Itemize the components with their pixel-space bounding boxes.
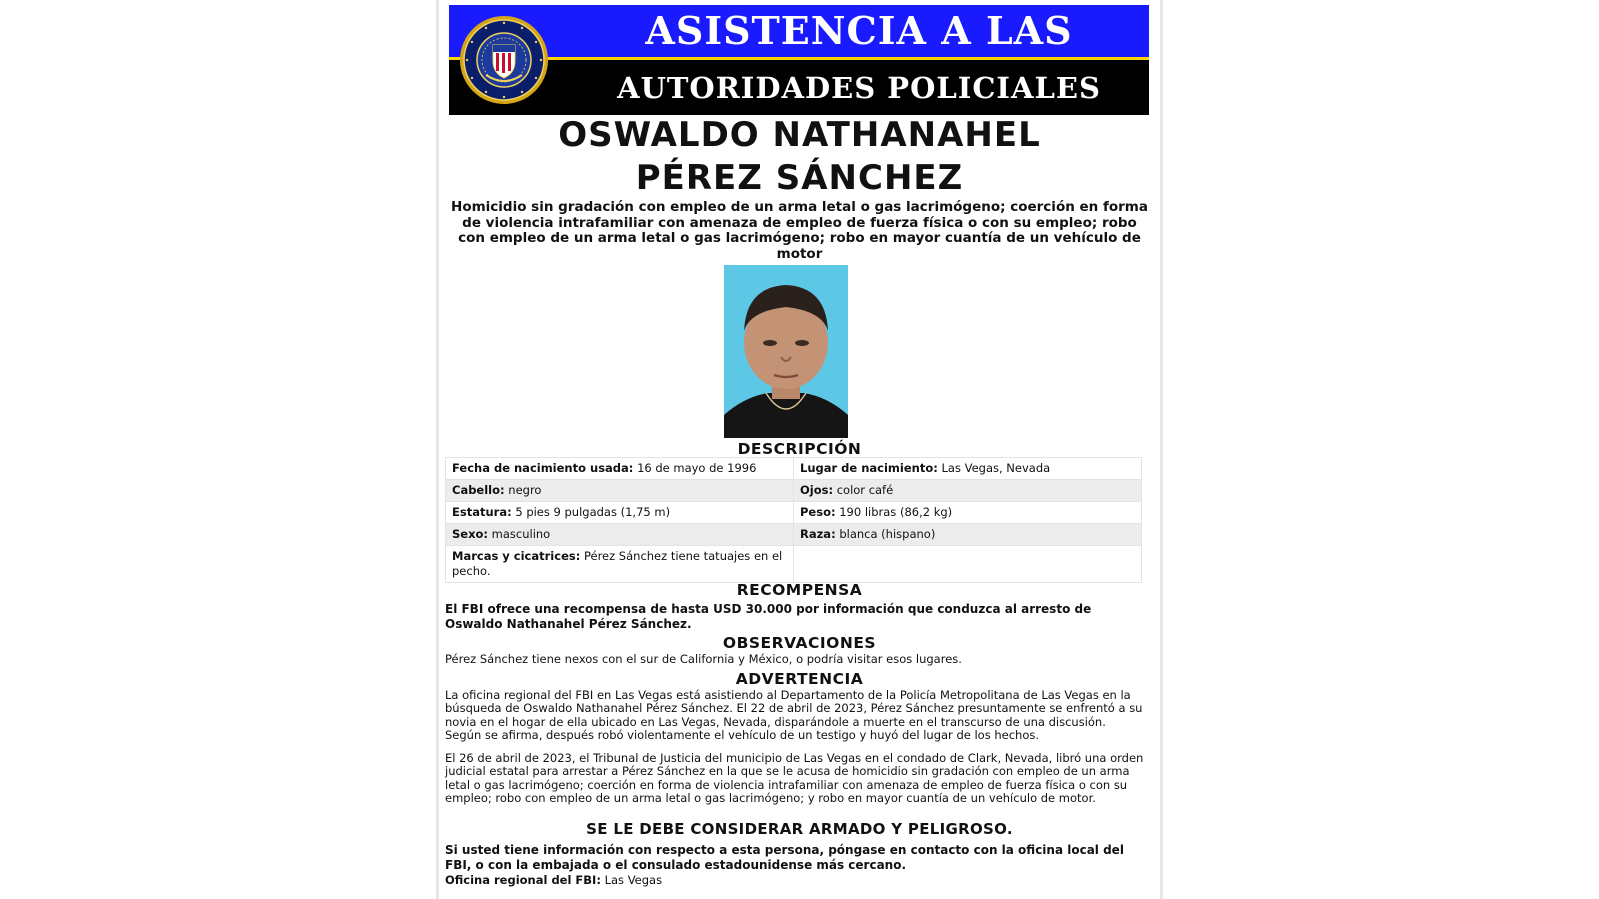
description-cell — [794, 502, 1142, 524]
description-row — [446, 546, 1142, 583]
subject-photo — [724, 265, 848, 438]
description-label: Estatura: — [452, 505, 512, 519]
remarks-text: Pérez Sánchez tiene nexos con el sur de California y México, o podría visitar esos lugares. — [445, 652, 962, 666]
description-row — [446, 458, 1142, 480]
description-label: Lugar de nacimiento: — [800, 461, 938, 475]
field-office-label: Oficina regional del FBI: — [445, 873, 601, 887]
description-value: Las Vegas, Nevada — [941, 461, 1051, 475]
description-cell — [446, 480, 794, 502]
description-table — [445, 457, 1142, 583]
fbi-seal-icon — [459, 15, 549, 105]
description-value: 5 pies 9 pulgadas (1,75 m) — [515, 505, 671, 519]
description-value: blanca (hispano) — [839, 527, 936, 541]
remarks-title: OBSERVACIONES — [722, 634, 877, 652]
caution-paragraph-2: El 26 de abril de 2023, el Tribunal de Justicia del municipio de Las Vegas en el condado de Clark, Nevada, libró una orden judicial estatal para arrestar a Pérez Sánchez en la que se le acusa de homicidio sin gradación con empleo de un arma letal o gas lacrimógeno; coerción en forma de violencia intrafamiliar con amenaza de empleo de fuerza física o con su empleo; robo con empleo de un arma letal o gas lacrimógeno; y robo en mayor cuantía de un vehículo de motor. — [445, 751, 1144, 805]
description-cell — [794, 480, 1142, 502]
description-value: 190 libras (86,2 kg) — [839, 505, 953, 519]
charges-text: Homicidio sin gradación con empleo de un arma letal o gas lacrimógeno; coerción en forma de violencia intrafamiliar con amenaza de empleo de fuerza física o con su empleo; robo con empleo de un arma letal o gas lacrimógeno; robo en mayor cuantía de un vehículo de motor — [451, 199, 1148, 262]
subject-portrait — [724, 265, 848, 438]
description-cell — [794, 546, 1142, 583]
description-row — [446, 524, 1142, 546]
caution-title: ADVERTENCIA — [735, 670, 864, 688]
description-label: Sexo: — [452, 527, 488, 541]
description-row — [446, 502, 1142, 524]
armed-dangerous-warning: SE LE DEBE CONSIDERAR ARMADO Y PELIGROSO. — [586, 820, 1013, 838]
description-cell — [446, 502, 794, 524]
description-label: Marcas y cicatrices: — [452, 549, 581, 563]
description-value: Pérez Sánchez tiene tatuajes en el pecho. — [452, 549, 783, 578]
banner-title: ASISTENCIA A LAS — [645, 8, 1073, 53]
reward-text: El FBI ofrece una recompensa de hasta USD 30.000 por información que conduzca al arresto de Oswaldo Nathanahel Pérez Sánchez. — [445, 602, 1092, 631]
header-banner — [449, 5, 1149, 115]
description-value: negro — [508, 483, 542, 497]
description-cell — [794, 524, 1142, 546]
description-cell — [446, 524, 794, 546]
description-cell — [446, 546, 794, 583]
wanted-poster — [436, 0, 1163, 899]
subject-name-line1: OSWALDO NATHANAHEL — [558, 115, 1041, 155]
banner-subtitle: AUTORIDADES POLICIALES — [617, 71, 1101, 105]
description-label: Fecha de nacimiento usada: — [452, 461, 634, 475]
description-value: masculino — [491, 527, 551, 541]
description-label: Cabello: — [452, 483, 505, 497]
contact-text: Si usted tiene información con respecto a esta persona, póngase en contacto con la oficina local del FBI, o con la embajada o el consulado estadounidense más cercano. — [445, 843, 1124, 872]
description-label: Raza: — [800, 527, 836, 541]
description-label: Peso: — [800, 505, 836, 519]
field-office-value: Las Vegas — [604, 873, 663, 887]
subject-name-line2: PÉREZ SÁNCHEZ — [635, 158, 964, 198]
description-row — [446, 480, 1142, 502]
description-cell — [794, 458, 1142, 480]
caution-paragraph-1: La oficina regional del FBI en Las Vegas está asistiendo al Departamento de la Policía Metropolitana de Las Vegas en la búsqueda de Oswaldo Nathanahel Pérez Sánchez. El 22 de abril de 2023, Pérez Sánchez presuntamente se enfrentó a su novia en el hogar de ella ubicado en Las Vegas, Nevada, disparándole a muerte en el transcurso de una discusión. Según se afirma, después robó violentamente el vehículo de un testigo y huyó del lugar de los hechos. — [445, 688, 1143, 742]
description-value: 16 de mayo de 1996 — [637, 461, 757, 475]
description-cell — [446, 458, 794, 480]
description-label: Ojos: — [800, 483, 834, 497]
description-value: color café — [836, 483, 894, 497]
description-title: DESCRIPCIÓN — [737, 440, 862, 458]
field-office-line — [445, 874, 1145, 887]
reward-title: RECOMPENSA — [736, 581, 863, 599]
